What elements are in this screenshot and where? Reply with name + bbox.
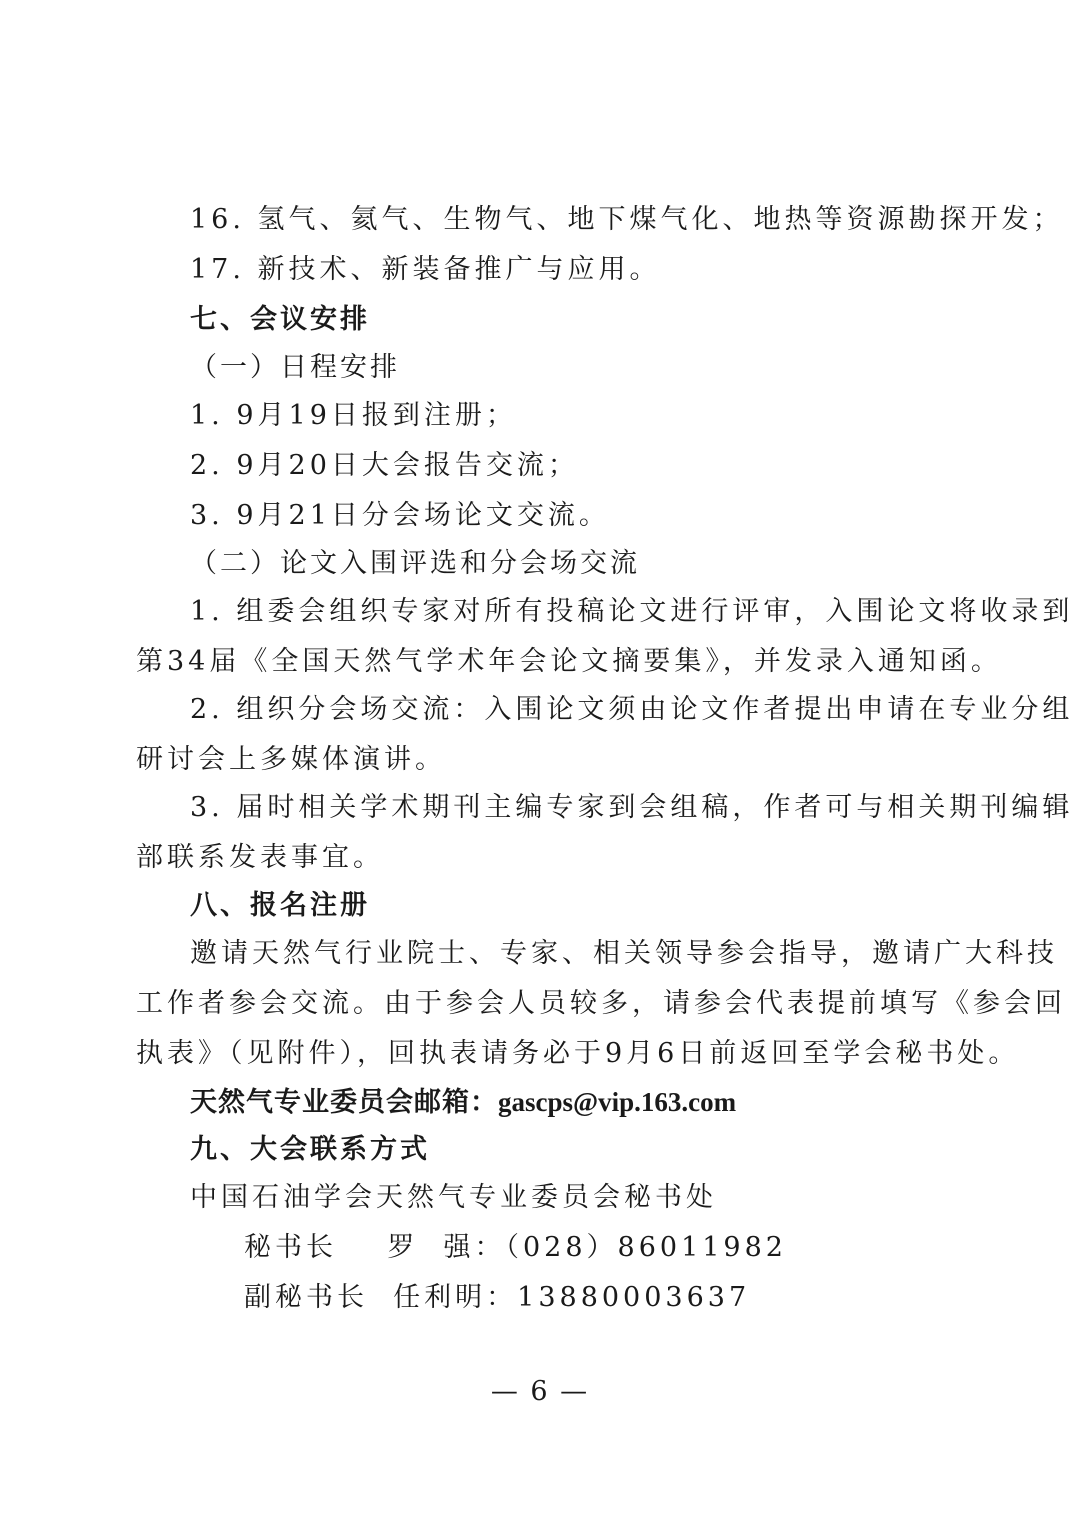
paragraph-3-line-2: 部联系发表事宜。 [136, 842, 384, 873]
paragraph-2-line-1: 2. 组织分会场交流：入围论文须由论文作者提出申请在专业分组 [190, 694, 1074, 725]
topic-16: 16. 氢气、氦气、生物气、地下煤气化、地热等资源勘探开发； [190, 204, 1064, 235]
registration-line-3: 执表》（见附件），回执表请务必于9月6日前返回至学会秘书处。 [136, 1038, 1020, 1069]
registration-line-2: 工作者参会交流。由于参会人员较多，请参会代表提前填写《参会回 [136, 988, 1066, 1019]
email-line [190, 1084, 736, 1121]
paragraph-2-line-2: 研讨会上多媒体演讲。 [136, 744, 446, 775]
paragraph-1-line-2: 第34届《全国天然气学术年会论文摘要集》，并发录入通知函。 [136, 646, 1002, 677]
section-heading-8: 八、报名注册 [190, 890, 370, 921]
paragraph-1-line-1: 1. 组委会组织专家对所有投稿论文进行评审，入围论文将收录到 [190, 596, 1074, 627]
topic-17: 17. 新技术、新装备推广与应用。 [190, 254, 661, 285]
schedule-item-1: 1. 9月19日报到注册； [190, 400, 517, 431]
section-heading-9: 九、大会联系方式 [190, 1134, 430, 1165]
subsection-paper-selection: （二）论文入围评选和分会场交流 [190, 548, 640, 579]
contact-secretary-general: 秘书长 罗 强：（028）86011982 [244, 1232, 787, 1263]
registration-line-1: 邀请天然气行业院士、专家、相关领导参会指导，邀请广大科技 [190, 938, 1058, 969]
email-label: 天然气专业委员会邮箱： [190, 1087, 498, 1118]
section-heading-7: 七、会议安排 [190, 304, 370, 335]
page-number: — 6 — [490, 1376, 590, 1407]
subsection-schedule: （一）日程安排 [190, 352, 400, 383]
schedule-item-2: 2. 9月20日大会报告交流； [190, 450, 579, 481]
schedule-item-3: 3. 9月21日分会场论文交流。 [190, 500, 610, 531]
organization-name: 中国石油学会天然气专业委员会秘书处 [190, 1182, 717, 1213]
contact-deputy-secretary-general: 副秘书长 任利明：13880003637 [244, 1282, 751, 1313]
paragraph-3-line-1: 3. 届时相关学术期刊主编专家到会组稿，作者可与相关期刊编辑 [190, 792, 1074, 823]
email-address[interactable]: gascps@vip.163.com [498, 1087, 737, 1117]
